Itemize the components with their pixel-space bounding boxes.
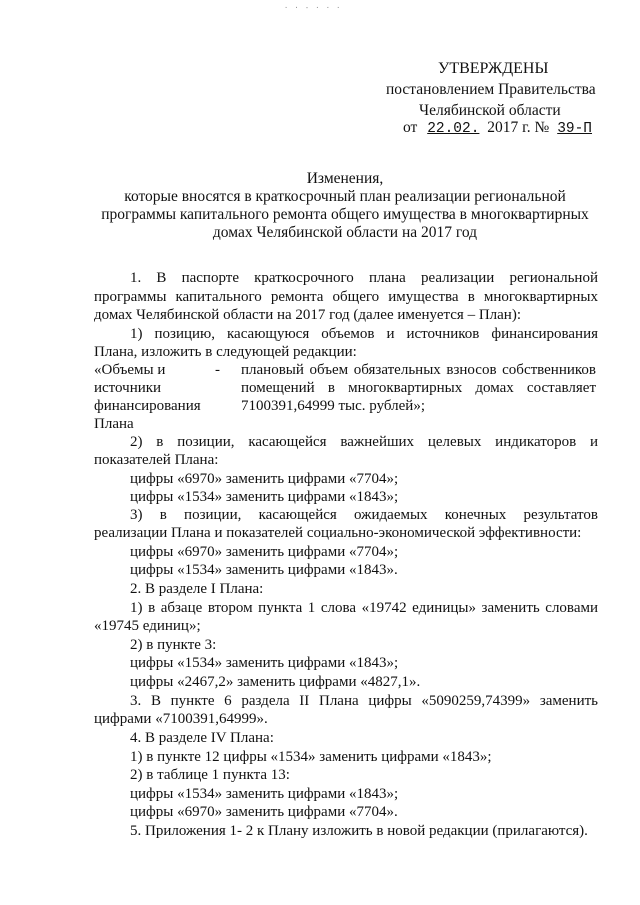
body-line: показателей Плана: <box>94 452 219 468</box>
table-right-cell: плановый объем обязательных взносов собственников <box>241 362 596 378</box>
table-right-cell: помещений в многоквартирных домах составляет <box>241 380 596 396</box>
approval-heading: УТВЕРЖДЕНЫ <box>438 60 549 77</box>
body-line: цифры «6970» заменить цифрами «7704»; <box>130 471 399 487</box>
body-line: 2) в позиции, касающейся важнейших целевых индикаторов и <box>130 434 598 450</box>
title-line2: которые вносятся в краткосрочный план реализации региональной <box>124 188 566 205</box>
body-line: Плана, изложить в следующей редакции: <box>94 344 357 360</box>
body-line: 5. Приложения 1- 2 к Плану изложить в новой редакции (прилагаются). <box>130 823 588 839</box>
approval-line2: Челябинской области <box>419 102 561 119</box>
scan-mark: · · - · · · <box>284 4 342 12</box>
body-line: цифрами «7100391,64999». <box>94 711 268 727</box>
body-line: реализации Плана и показателей социально-экономической эффективности: <box>94 525 582 541</box>
table-left-cell: финансирования <box>94 398 201 414</box>
table-right-cell: 7100391,64999 тыс. рублей»; <box>241 398 425 414</box>
body-line: домах Челябинской области на 2017 год (далее именуется – План): <box>94 307 521 323</box>
approval-number: 39-П <box>557 121 593 137</box>
body-line: цифры «1534» заменить цифрами «1843»; <box>130 786 399 802</box>
body-line: 1) в абзаце втором пункта 1 слова «19742 единицы» заменить словами <box>130 600 598 616</box>
body-line: 1) позицию, касающуюся объемов и источников финансирования <box>130 326 598 342</box>
approval-date: 22.02. <box>427 121 480 137</box>
table-left-cell: источники <box>94 380 162 396</box>
body-line: программы капитального ремонта общего имущества в многоквартирных <box>94 289 598 305</box>
body-line: 2. В разделе I Плана: <box>130 581 264 597</box>
body-line: 3. В пункте 6 раздела II Плана цифры «5090259,74399» заменить <box>130 693 598 709</box>
body-line: 4. В разделе IV Плана: <box>130 730 274 746</box>
title-line3: программы капитального ремонта общего имущества в многоквартирных <box>101 206 589 223</box>
approval-year: 2017 г. № <box>487 119 550 136</box>
body-line: 1. В паспорте краткосрочного плана реализации региональной <box>130 270 598 286</box>
body-line: 3) в позиции, касающейся ожидаемых конечных результатов <box>130 507 598 523</box>
body-line: цифры «1534» заменить цифрами «1843». <box>130 562 398 578</box>
table-left-cell: Плана <box>94 416 134 432</box>
body-line: 1) в пункте 12 цифры «1534» заменить цифрами «1843»; <box>130 749 492 765</box>
body-line: цифры «6970» заменить цифрами «7704». <box>130 804 398 820</box>
approval-date-line <box>403 119 592 137</box>
title-line4: домах Челябинской области на 2017 год <box>212 224 478 241</box>
table-left-cell: «Объемы и <box>94 362 166 378</box>
body-line: цифры «1534» заменить цифрами «1843»; <box>130 655 399 671</box>
body-line: «19745 единиц»; <box>94 618 201 634</box>
body-line: цифры «6970» заменить цифрами «7704»; <box>130 544 399 560</box>
date-prefix: от <box>403 119 418 136</box>
body-line: 2) в таблице 1 пункта 13: <box>130 767 290 783</box>
body-line: цифры «2467,2» заменить цифрами «4827,1». <box>130 674 421 690</box>
approval-line1: постановлением Правительства <box>386 81 596 98</box>
table-dash: - <box>215 362 220 378</box>
body-line: цифры «1534» заменить цифрами «1843»; <box>130 489 399 505</box>
body-line: 2) в пункте 3: <box>130 637 217 653</box>
title-line1: Изменения, <box>306 170 384 187</box>
